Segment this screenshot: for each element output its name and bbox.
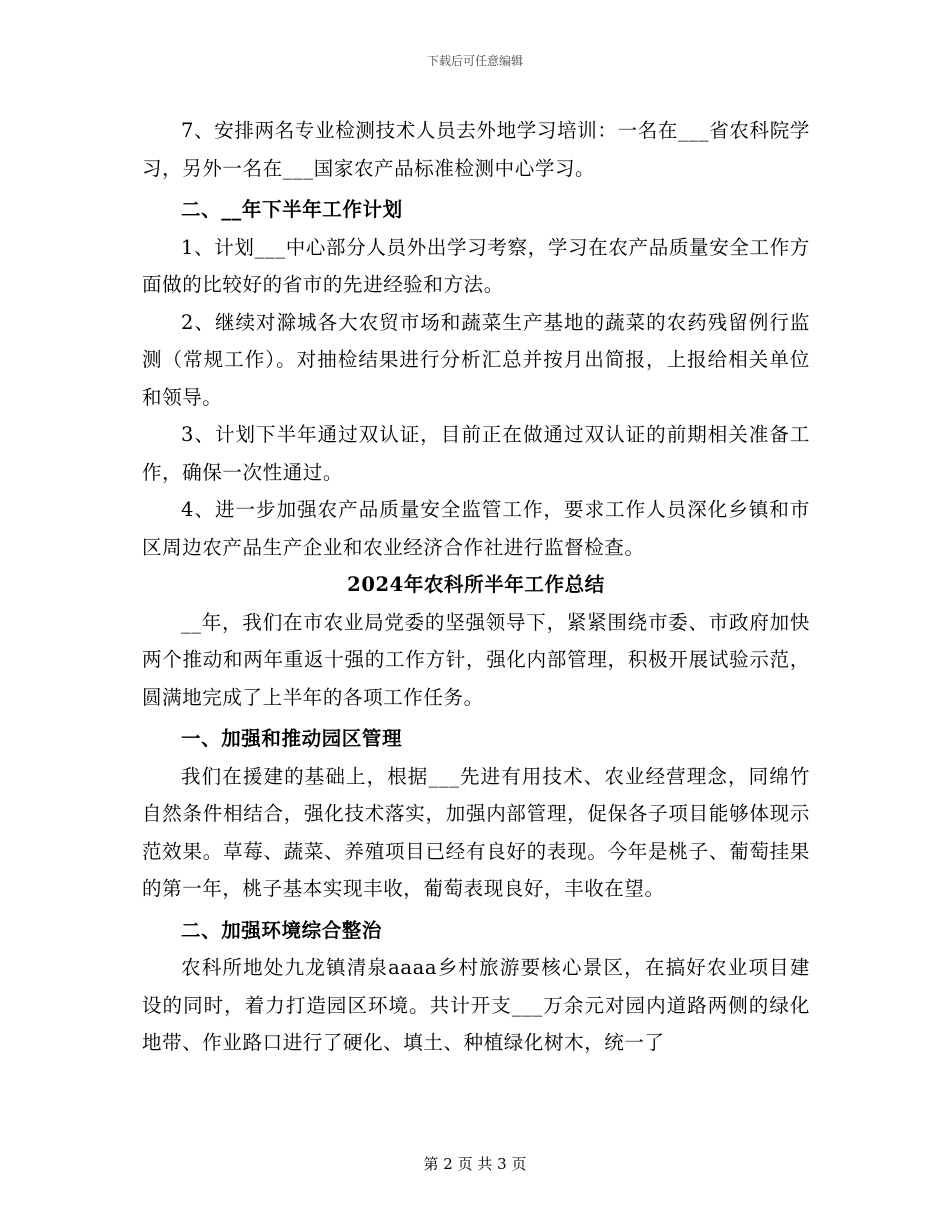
section-heading-park: 一、加强和推动园区管理: [181, 727, 403, 750]
paragraph-intro: __年，我们在市农业局党委的坚强领导下，紧紧围绕市委、市政府加快两个推动和两年重返十强的工作方针，强化内部管理，积极开展试验示范，圆满地完成了上半年的各项工作任务。: [142, 610, 810, 709]
section-heading-plan: 二、__年下半年工作计划: [181, 198, 403, 221]
page-header: 下载后可任意编辑: [426, 54, 523, 68]
document-title: 2024年农科所半年工作总结: [347, 573, 605, 596]
paragraph-park: 我们在援建的基础上，根据___先进有用技术、农业经营理念，同绵竹自然条件相结合，强化技术落实，加强内部管理，促保各子项目能够体现示范效果。草莓、蔬菜、养殖项目已经有良好的表现。今年是桃子、葡萄挂果的第一年，桃子基本实现丰收，葡萄表现良好，丰收在望。: [142, 764, 810, 900]
document-body: [142, 112, 810, 1062]
paragraph-plan-1: 1、计划___中心部分人员外出学习考察，学习在农产品质量安全工作方面做的比较好的省市的先进经验和方法。: [142, 235, 810, 296]
page-footer: 第 2 页 共 3 页: [423, 1155, 527, 1173]
paragraph-plan-2: 2、继续对滁城各大农贸市场和蔬菜生产基地的蔬菜的农药残留例行监测（常规工作）。对抽检结果进行分析汇总并按月出简报，上报给相关单位和领导。: [142, 310, 810, 409]
section-heading-environment: 二、加强环境综合整治: [181, 918, 383, 942]
paragraph-item-7: 7、安排两名专业检测技术人员去外地学习培训：一名在___省农科院学习，另外一名在___国家农产品标准检测中心学习。: [142, 119, 810, 180]
paragraph-plan-4: 4、进一步加强农产品质量安全监管工作，要求工作人员深化乡镇和市区周边农产品生产企业和农业经济合作社进行监督检查。: [142, 498, 810, 559]
paragraph-environment: 农科所地处九龙镇清泉aaaa乡村旅游要核心景区，在搞好农业项目建设的同时，着力打造园区环境。共计开支___万余元对园内道路两侧的绿化地带、作业路口进行了硬化、填土、种植绿化树木，统一了: [142, 956, 810, 1054]
paragraph-plan-3: 3、计划下半年通过双认证，目前正在做通过双认证的前期相关准备工作，确保一次性通过。: [142, 423, 810, 484]
